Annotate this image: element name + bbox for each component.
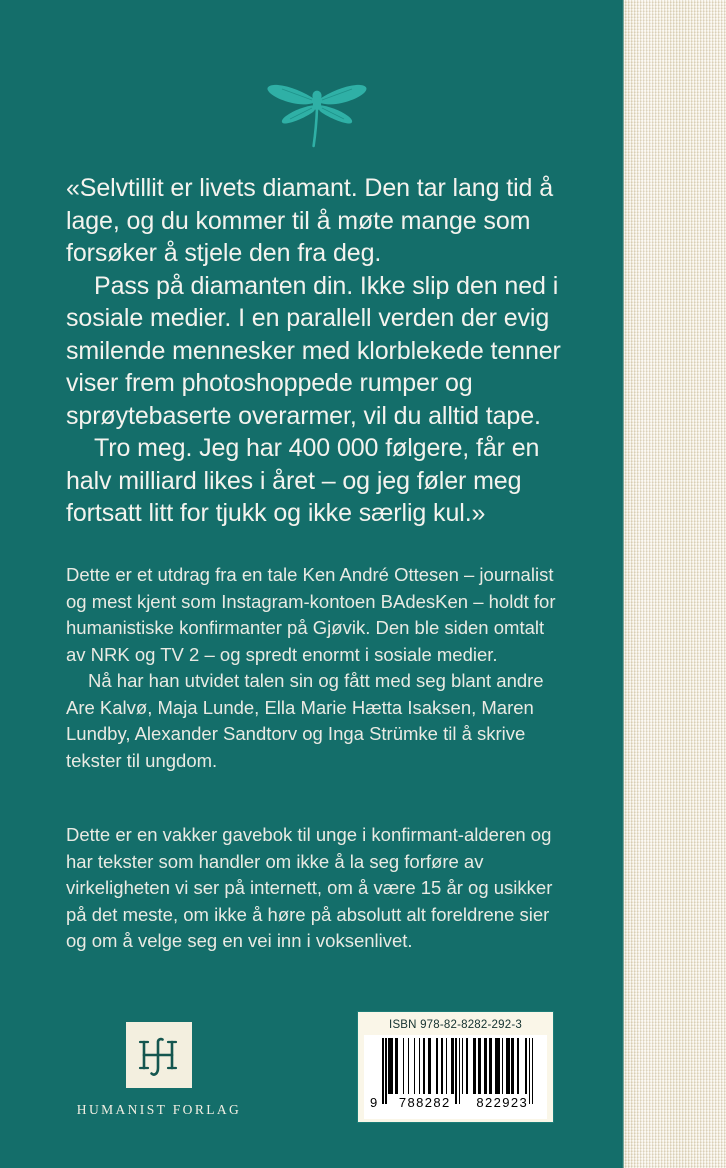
publisher-name: HUMANIST FORLAG	[76, 1102, 242, 1117]
blurb-paragraph-2: Nå har han utvidet talen sin og fått med seg blant andre Are Kalvø, Maja Lunde, Ella Marie Hætta Isaksen, Maren Lundby, Alexander Sandtorv og Inga Strümke til å skrive tekster til ungdom.	[66, 670, 544, 771]
linen-flap	[624, 0, 726, 1168]
quote-paragraph-3: Tro meg. Jeg har 400 000 følgere, får en halv milliard likes i året – og jeg føler meg fortsatt litt for tjukk og ikke særlig kul.»	[66, 434, 540, 527]
publisher-logo	[68, 1022, 250, 1118]
barcode-block	[357, 1011, 554, 1123]
barcode-digit-left-group: 788282	[398, 1095, 451, 1110]
blurb-paragraph-1: Dette er et utdrag fra en tale Ken André Ottesen – journalist og mest kjent som Instagram-kontoen BAdesKen – holdt for humanistiske konfirmanter på Gjøvik. Den ble siden omtalt av NRK og TV 2 – og spredt enormt i sosiale medier.	[66, 564, 556, 665]
barcode-bars	[382, 1038, 534, 1094]
barcode-digits	[370, 1095, 541, 1110]
isbn-label: ISBN 978-82-8282-292-3	[389, 1019, 522, 1031]
barcode-graphic	[364, 1035, 547, 1119]
blurb-author-background	[66, 562, 566, 774]
pull-quote	[66, 172, 571, 530]
barcode-digit-lead: 9	[370, 1095, 379, 1110]
publisher-monogram-mark	[126, 1022, 192, 1088]
quote-paragraph-1: «Selvtillit er livets diamant. Den tar lang tid å lage, og du kommer til å møte mange som forsøker å stjele den fra deg.	[66, 174, 553, 267]
dragonfly-icon	[262, 62, 370, 150]
blurb-paragraph-3: Dette er en vakker gavebok til unge i konfirmant-alderen og har tekster som handler om ikke å la seg forføre av virkeligheten vi ser på internett, om å være 15 år og usikker på det meste, om ikke å høre på absolutt alt foreldrene sier og om å velge seg en vei inn i voksenlivet.	[66, 824, 553, 951]
quote-paragraph-2: Pass på diamanten din. Ikke slip den ned i sosiale medier. I en parallell verden der evig smilende mennesker med klorblekede tenner viser frem photoshoppede rumper og sprøytebaserte overarmer, vil du alltid tape.	[66, 271, 561, 430]
barcode-digit-right-group: 822923	[476, 1095, 529, 1110]
blurb-book-description	[66, 822, 566, 955]
